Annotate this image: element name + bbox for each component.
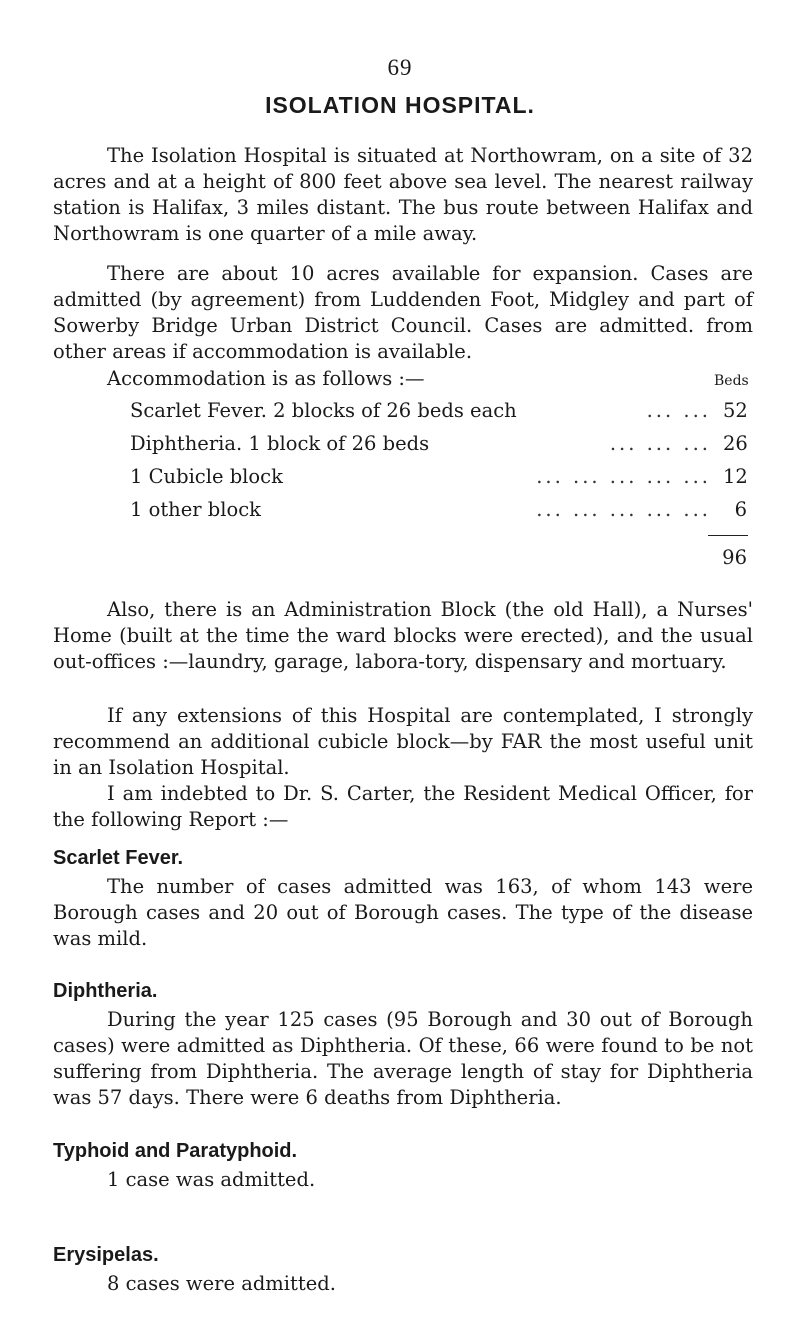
paragraph-expansion: There are about 10 acres available for expansion. Cases are admitted (by agreement) from Luddenden Foot, Midgley and part of Sowerby Bridge Urban District Council. Cases are admitted. from other areas if accommodation is available. <box>53 262 753 363</box>
leader-dots: ... ... ... ... ... <box>536 465 711 488</box>
leader-dots: ... ... <box>646 399 711 422</box>
total-rule <box>708 535 748 536</box>
paragraph-scarlet-fever: The number of cases admitted was 163, of whom 143 were Borough cases and 20 out of Borough cases. The type of the disease was mild. <box>53 875 753 950</box>
paragraph-typhoid: 1 case was admitted. <box>107 1168 316 1191</box>
total-beds: 96 <box>722 546 747 569</box>
paragraph-diphtheria: During the year 125 cases (95 Borough and 30 out of Borough cases) were admitted as Diphtheria. Of these, 66 were found to be not suffering from Diphtheria. The average length of stay for Diphtheria was 57 days. There were 6 deaths from Diphtheria. <box>53 1008 753 1109</box>
accommodation-intro: Accommodation is as follows :— <box>107 367 425 390</box>
row-value: 12 <box>723 465 748 488</box>
accommodation-row <box>130 498 747 531</box>
paragraph-location: The Isolation Hospital is situated at Northowram, on a site of 32 acres and at a height of 800 feet above sea level. The nearest railway station is Halifax, 3 miles distant. The bus route between Halifax and Northowram is one quarter of a mile away. <box>53 144 753 245</box>
leader-dots: ... ... ... <box>609 432 711 455</box>
accommodation-table <box>130 399 747 531</box>
leader-dots: ... ... ... ... ... <box>536 498 711 521</box>
row-label: 1 Cubicle block <box>130 465 283 488</box>
paragraph-administration: Also, there is an Administration Block (the old Hall), a Nurses' Home (built at the time the ward blocks were erected), and the usual out-offices :—laundry, garage, labora-tory, dispensary and mortuary. <box>53 598 753 673</box>
accommodation-row <box>130 399 747 432</box>
paragraph-extensions: If any extensions of this Hospital are contemplated, I strongly recommend an additional cubicle block—by FAR the most useful unit in an Isolation Hospital. <box>53 704 753 779</box>
row-value: 6 <box>734 498 747 521</box>
paragraph-erysipelas: 8 cases were admitted. <box>107 1272 336 1295</box>
row-value: 26 <box>723 432 748 455</box>
beds-column-header: Beds <box>714 373 749 389</box>
heading-scarlet-fever: Scarlet Fever. <box>53 847 184 869</box>
row-label: Diphtheria. 1 block of 26 beds <box>130 432 430 455</box>
heading-erysipelas: Erysipelas. <box>53 1244 159 1266</box>
page-title: ISOLATION HOSPITAL. <box>265 92 535 118</box>
heading-typhoid: Typhoid and Paratyphoid. <box>53 1140 298 1162</box>
accommodation-row <box>130 432 747 465</box>
accommodation-row <box>130 465 747 498</box>
row-label: Scarlet Fever. 2 blocks of 26 beds each <box>130 399 517 422</box>
paragraph-indebted: I am indebted to Dr. S. Carter, the Resident Medical Officer, for the following Report :— <box>53 782 753 831</box>
page-number: 69 <box>387 55 413 80</box>
row-label: 1 other block <box>130 498 261 521</box>
row-value: 52 <box>723 399 748 422</box>
heading-diphtheria: Diphtheria. <box>53 980 158 1002</box>
